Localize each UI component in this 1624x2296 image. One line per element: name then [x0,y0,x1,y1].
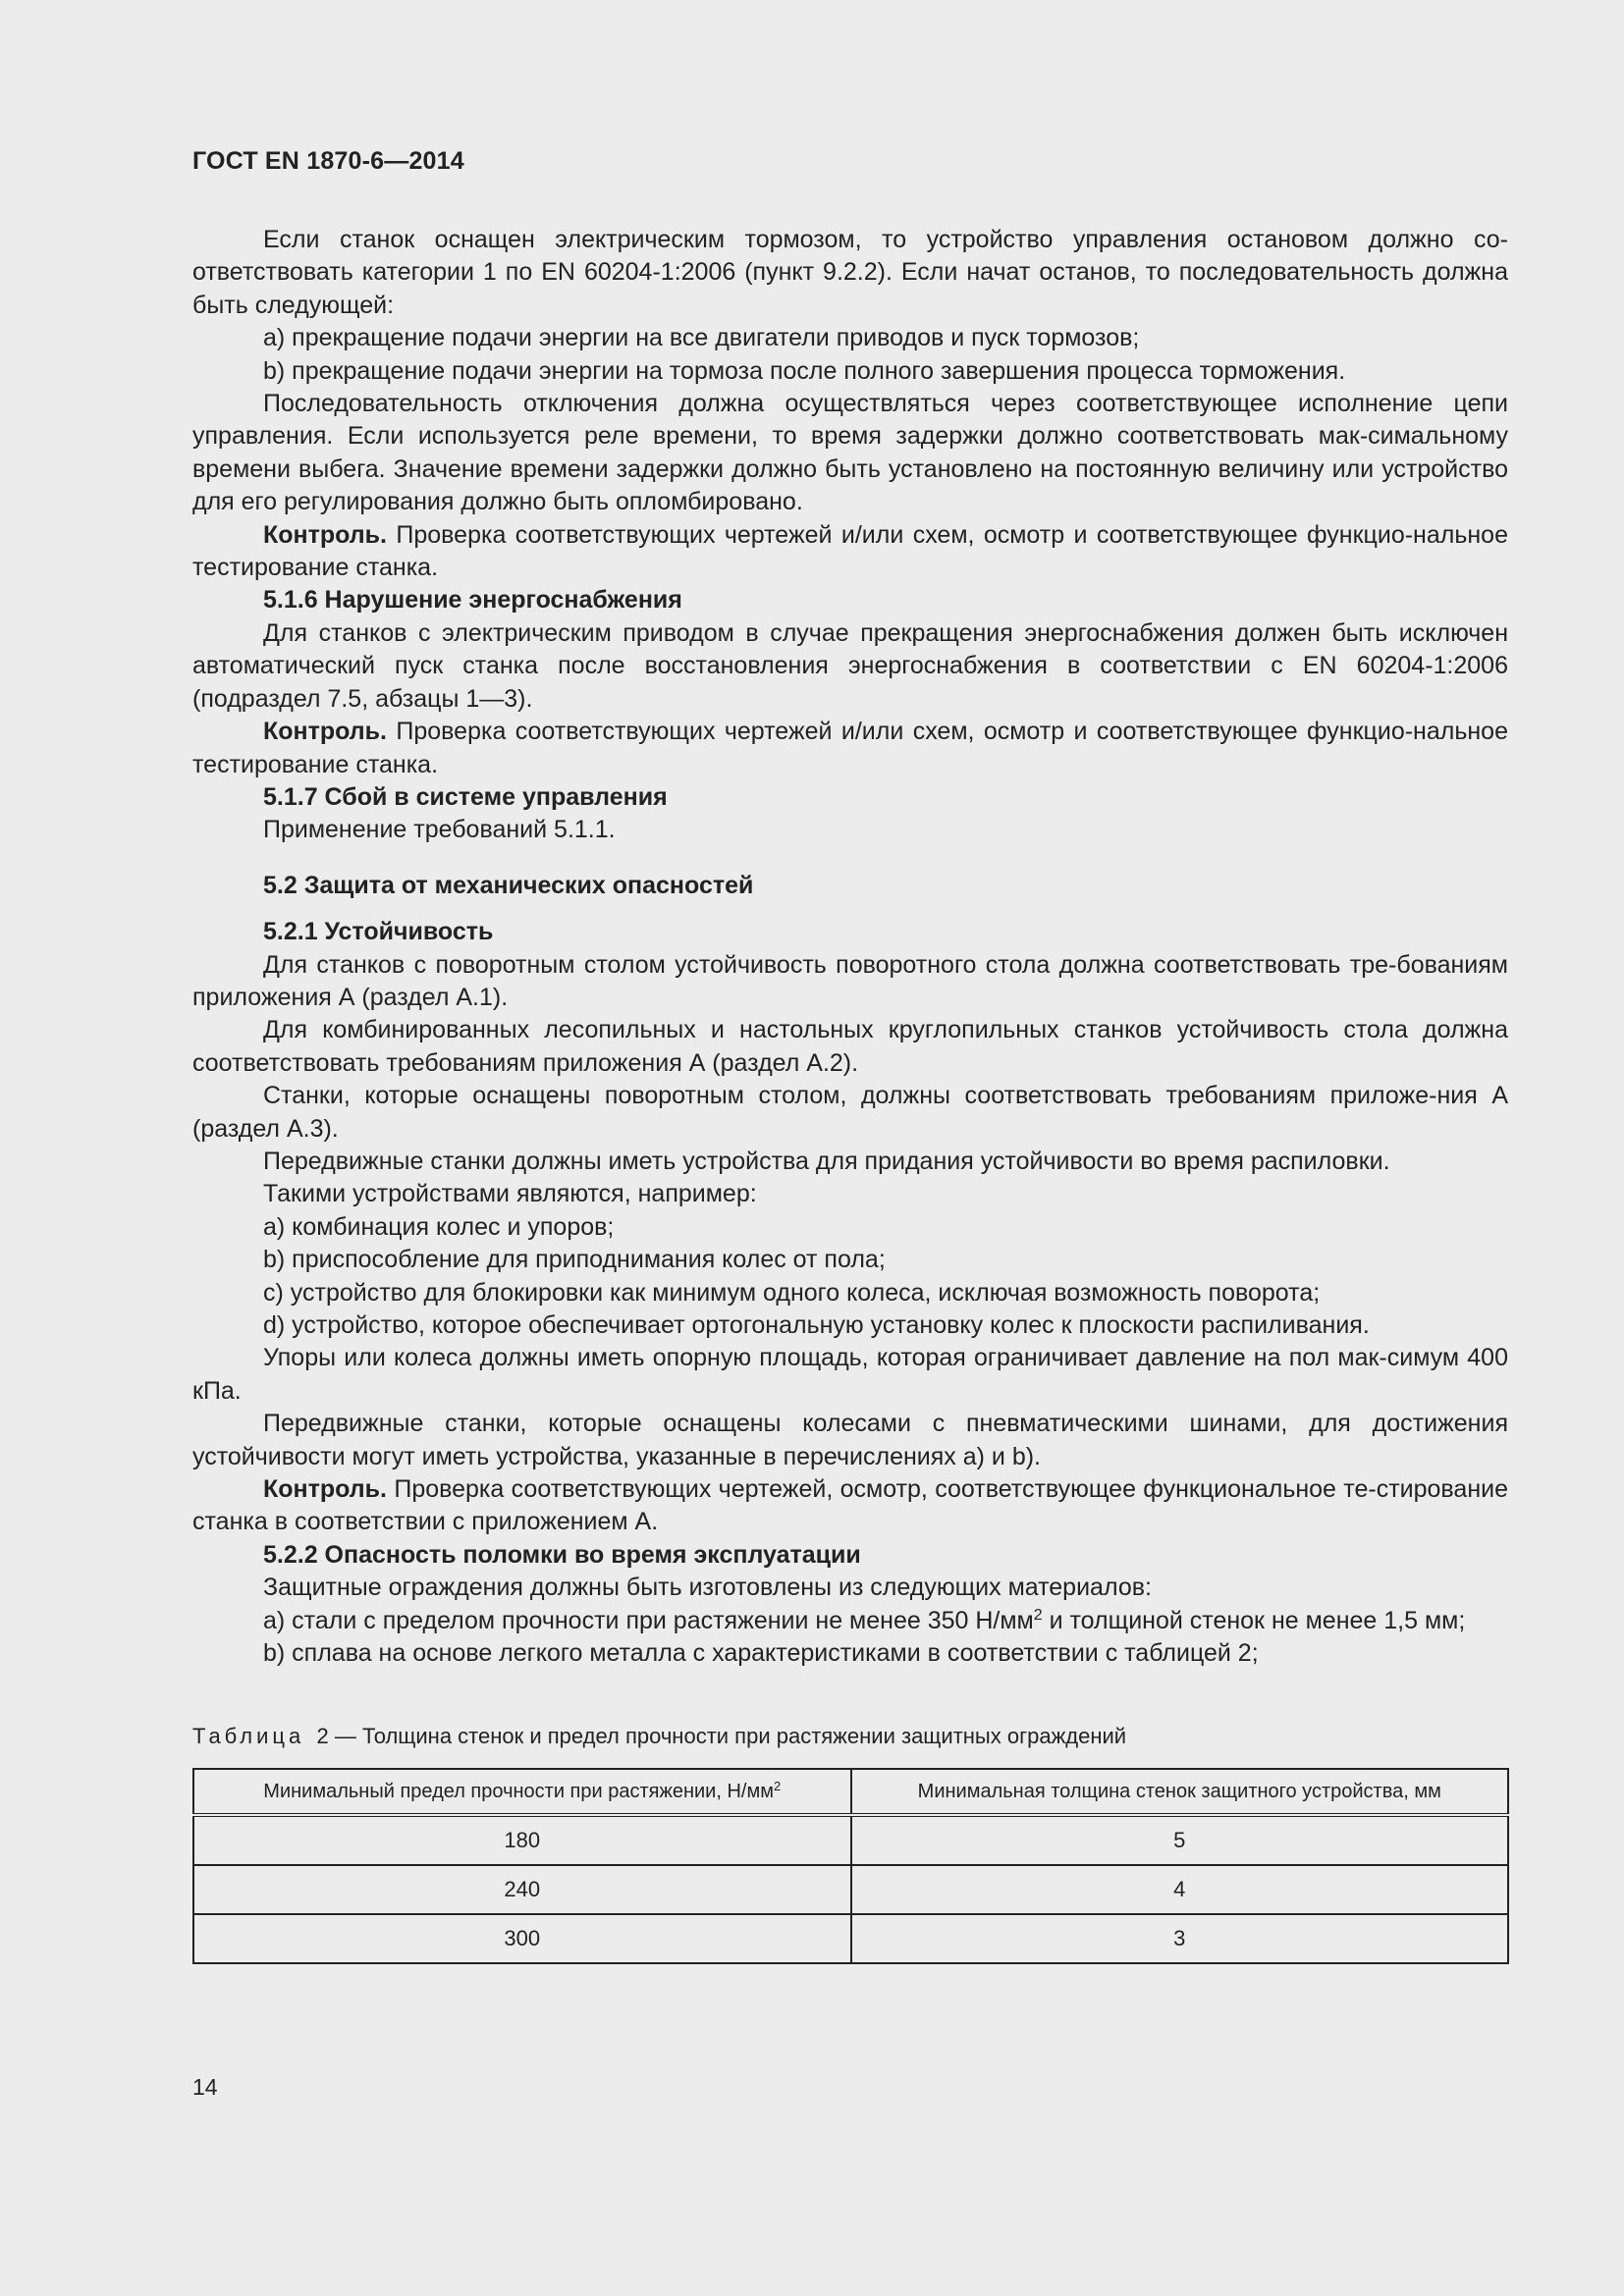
table-caption-number: 2 [316,1724,329,1748]
table-header-thickness: Минимальная толщина стенок защитного устройства, мм [851,1769,1509,1815]
table-caption [192,1724,1126,1749]
list-item: a) комбинация колес и упоров; [263,1212,615,1241]
control-label: Контроль. [263,520,387,549]
list-item-text: и толщиной стенок не менее 1,5 мм; [1042,1606,1466,1634]
paragraph: Для станков с электрическим приводом в случае прекращения энергоснабжения должен быть исключен автоматический пуск станка после восстановления энергоснабжения в соответствии с EN 60204-1:2006 (подраздел 7.5, абзацы 1—3). [192,618,1508,713]
paragraph: Защитные ограждения должны быть изготовлены из следующих материалов: [263,1574,1152,1602]
paragraph: Такими устройствами являются, например: [263,1180,757,1208]
table-cell-strength: 180 [193,1815,851,1865]
section-heading-5-2: 5.2 Защита от механических опасностей [263,871,754,899]
table-caption-label: Таблица [192,1724,305,1748]
table-row [193,1865,1508,1914]
list-item-text: a) стали с пределом прочности при растяжении не менее 350 Н/мм [263,1606,1034,1634]
table-cell-thickness: 5 [851,1815,1509,1865]
table-cell-thickness: 4 [851,1865,1509,1914]
table-row [193,1914,1508,1963]
control-paragraph [192,716,1508,781]
list-item: b) приспособление для приподнимания колес от пола; [263,1246,886,1274]
document-header: ГОСТ EN 1870-6—2014 [192,147,464,175]
paragraph: Применение требований 5.1.1. [263,816,616,844]
list-item: b) сплава на основе легкого металла с характеристиками в соответствии с таблицей 2; [263,1639,1259,1668]
page-number: 14 [192,2074,218,2100]
table-header-row [193,1769,1508,1815]
paragraph: Последовательность отключения должна осуществляться через соответствующее исполнение цепи управления. Если используется реле времени, то время задержки должно соответствовать мак-симальному времени выбега. Значение времени задержки должно быть установлено на постоянную величину или устройство для его регулирования должно быть опломбировано. [192,390,1508,516]
table-row [193,1815,1508,1865]
control-label: Контроль. [263,1475,387,1504]
table-cell-strength: 300 [193,1914,851,1963]
control-label: Контроль. [263,718,387,746]
section-heading-5-1-7: 5.1.7 Сбой в системе управления [263,782,668,811]
strength-thickness-table [192,1768,1509,1964]
superscript: 2 [773,1778,782,1793]
table-header-strength [193,1769,851,1815]
paragraph: Упоры или колеса должны иметь опорную площадь, которая ограничивает давление на пол мак-симум 400 кПа. [192,1344,1508,1405]
control-paragraph [192,519,1508,585]
control-text: Проверка соответствующих чертежей и/или схем, осмотр и соответствующее функцио-нальное тестирование станка. [192,520,1508,582]
section-heading-5-2-2: 5.2.2 Опасность поломки во время эксплуатации [263,1540,861,1569]
table-cell-strength: 240 [193,1865,851,1914]
list-item: c) устройство для блокировки как минимум одного колеса, исключая возможность поворота; [263,1278,1321,1307]
control-text: Проверка соответствующих чертежей и/или схем, осмотр и соответствующее функцио-нальное тестирование станка. [192,718,1508,778]
document-body [192,224,1508,1670]
control-paragraph [192,1473,1508,1539]
header-text: Минимальный предел прочности при растяжении, Н/мм [263,1780,774,1802]
control-text: Проверка соответствующих чертежей, осмотр, соответствующее функциональное те-стирование станка в соответствии с приложением А. [192,1475,1508,1536]
section-heading-5-2-1: 5.2.1 Устойчивость [263,918,494,946]
list-item: d) устройство, которое обеспечивает ортогональную установку колес к плоскости распиливания. [263,1311,1370,1339]
table-caption-text: — Толщина стенок и предел прочности при растяжении защитных ограждений [328,1724,1127,1748]
table-cell-thickness: 3 [851,1914,1509,1963]
paragraph: Для комбинированных лесопильных и настольных круглопильных станков устойчивость стола должна соответствовать требованиям приложения А (раздел А.2). [192,1016,1508,1077]
paragraph: Для станков с поворотным столом устойчивость поворотного стола должна соответствовать тре-бованиям приложения А (раздел А.1). [192,950,1508,1011]
superscript: 2 [1033,1606,1043,1624]
paragraph: Передвижные станки, которые оснащены колесами с пневматическими шинами, для достижения устойчивости могут иметь устройства, указанные в перечислениях a) и b). [192,1410,1508,1470]
paragraph: Передвижные станки должны иметь устройства для придания устойчивости во время распиловки. [263,1147,1390,1175]
list-item: a) прекращение подачи энергии на все двигатели приводов и пуск тормозов; [263,324,1140,352]
section-heading-5-1-6: 5.1.6 Нарушение энергоснабжения [263,586,682,614]
paragraph: Станки, которые оснащены поворотным столом, должны соответствовать требованиям приложе-ния А (раздел А.3). [192,1082,1508,1143]
list-item: b) прекращение подачи энергии на тормоза после полного завершения процесса торможения. [263,356,1346,385]
list-item [192,1605,1508,1637]
paragraph: Если станок оснащен электрическим тормозом, то устройство управления остановом должно со-ответствовать категории 1 по EN 60204-1:2006 (пункт 9.2.2). Если начат останов, то последовательность должна быть следующей: [192,226,1508,319]
